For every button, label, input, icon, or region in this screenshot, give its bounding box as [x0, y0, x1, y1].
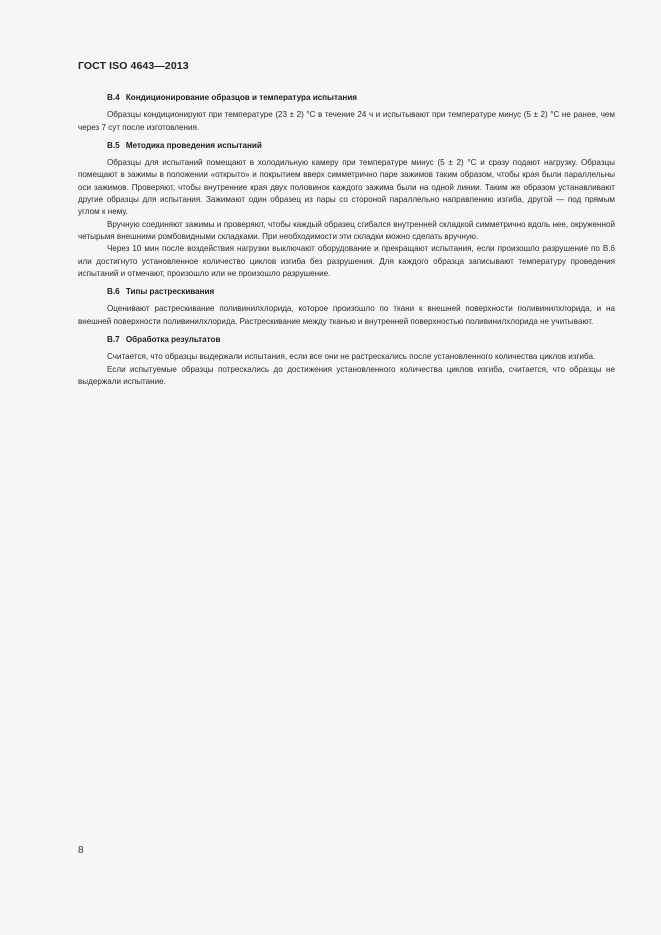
document-body: [78, 92, 615, 394]
paragraph: Образцы кондиционируют при температуре (23 ± 2) °С в течение 24 ч и испытывают при температуре минус (5 ± 2) °С не ранее, чем через 7 сут после изготовления.: [78, 110, 615, 132]
section-title: Типы растрескивания: [125, 287, 215, 297]
paragraph: Считается, что образцы выдержали испытания, если все они не растрескались после установленного количества циклов изгиба.: [107, 352, 596, 362]
page-number: 8: [78, 845, 84, 856]
section-number: B.6: [107, 287, 120, 297]
paragraph: Оценивают растрескивание поливинилхлорида, которое произошло по ткани к внешней поверхности поливинилхлорида, и на внешней поверхности поливинилхлорида. Растрескивание между тканью и внутренней поверхностью поливинилхлорида не учитывают.: [78, 304, 615, 326]
section-b4: [78, 92, 615, 134]
paragraph: Вручную соединяют зажимы и проверяют, чтобы каждый образец сгибался внутренней складкой симметрично вдоль нее, окруженной четырьмя внешними ромбовидными складками. При необходимости эти складки можно сделать вручную.: [78, 219, 615, 241]
section-title: Кондиционирование образцов и температура испытания: [125, 93, 358, 102]
section-b7: [78, 334, 615, 388]
paragraph: Через 10 мин после воздействия нагрузки выключают оборудование и прекращают испытания, если произошло разрушение по В.6 или достигнуто установленное количество циклов изгиба без разрушения. Для каждого образца записывают температуру проведения испытаний и отмечают, произошло или не произошло разрушение.: [78, 244, 615, 278]
section-heading: [78, 286, 615, 298]
paragraph: Если испытуемые образцы потрескались до достижения установленного количества циклов изгиба, считается, что образцы не выдержали испытание.: [78, 364, 615, 386]
section-heading: [78, 92, 615, 104]
section-number: B.4: [107, 93, 120, 102]
section-title: Обработка результатов: [125, 335, 221, 345]
paragraph: Образцы для испытаний помещают в холодильную камеру при температуре минус (5 ± 2) °С и сразу подают нагрузку. Образцы помещают в зажимы в положении «открыто» и покрытием вверх симметрично паре зажимов таким образом, чтобы края были параллельны оси зажимов. Проверяют, чтобы внутренние края двух половинок каждого зажима были на одной линии. Таким же образом устанавливают другие образцы для испытания. Зажимают один образец из пары со стороной параллельно направлению изгиба, другой — под прямым углом к нему.: [78, 158, 615, 217]
section-heading: [78, 334, 615, 346]
document-code-header: ГОСТ ISO 4643—2013: [78, 60, 189, 72]
section-number: B.5: [107, 140, 120, 150]
section-number: B.7: [107, 335, 120, 345]
section-b5: [78, 140, 615, 280]
section-b6: [78, 286, 615, 328]
section-title: Методика проведения испытаний: [125, 140, 262, 150]
section-heading: [78, 140, 615, 152]
